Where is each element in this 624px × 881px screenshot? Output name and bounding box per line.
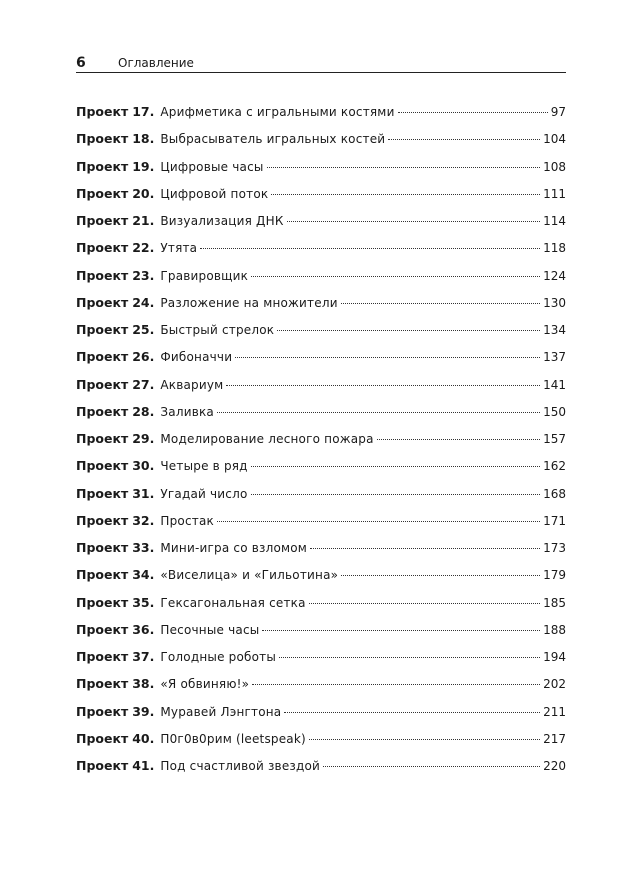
- toc-label: Проект: [76, 267, 129, 283]
- toc-label: Проект: [76, 185, 129, 201]
- toc-entry[interactable]: [76, 676, 566, 703]
- toc-label: Проект: [76, 594, 129, 610]
- toc-dot-leader: [217, 411, 540, 413]
- toc-number: 35.: [132, 594, 155, 610]
- toc-page: 168: [543, 486, 566, 501]
- toc-label: Проект: [76, 431, 129, 446]
- toc-number: 31.: [132, 485, 155, 501]
- toc-dot-leader: [252, 683, 540, 685]
- toc-entry[interactable]: [76, 704, 566, 731]
- toc-title: Цифровые часы: [160, 159, 264, 174]
- toc-page: 118: [543, 241, 566, 256]
- toc-label: Проект: [76, 485, 129, 501]
- toc-number: 38.: [132, 676, 155, 692]
- toc-dot-leader: [262, 629, 540, 631]
- running-title: Оглавление: [118, 56, 194, 70]
- toc-label: Проект: [76, 376, 129, 392]
- toc-entry[interactable]: [76, 404, 566, 431]
- toc-page: 202: [543, 677, 566, 692]
- toc-entry[interactable]: [76, 758, 566, 785]
- toc-page: 179: [543, 568, 566, 583]
- toc-dot-leader: [277, 329, 540, 331]
- toc-entry[interactable]: [76, 159, 566, 186]
- toc-title: Мини-игра со взломом: [160, 541, 308, 555]
- toc-dot-leader: [251, 275, 540, 277]
- toc-page: 130: [543, 295, 566, 310]
- toc-dot-leader: [271, 193, 540, 195]
- toc-page: 173: [543, 541, 566, 555]
- toc-page: 211: [543, 704, 566, 719]
- toc-number: 28.: [132, 403, 155, 419]
- toc-title: Фибоначчи: [160, 350, 233, 365]
- toc-dot-leader: [200, 247, 540, 249]
- toc-page: 108: [543, 159, 566, 174]
- toc-page: 162: [543, 459, 566, 474]
- toc-label: Проект: [76, 621, 129, 637]
- toc-dot-leader: [341, 302, 540, 304]
- toc-entry[interactable]: [76, 595, 566, 622]
- toc-entry[interactable]: [76, 486, 566, 513]
- toc-title: Гравировщик: [160, 268, 249, 283]
- toc-entry[interactable]: [76, 268, 566, 295]
- toc-entry[interactable]: [76, 349, 566, 376]
- toc-title: Гексагональная сетка: [160, 595, 306, 610]
- toc-number: 27.: [132, 376, 155, 392]
- toc-entry[interactable]: [76, 731, 566, 758]
- toc-title: Под счастливой звездой: [160, 759, 321, 773]
- toc-page: 137: [543, 350, 566, 365]
- toc-page: 124: [543, 268, 566, 283]
- toc-title: П0г0в0рим (leetspeak): [160, 731, 306, 746]
- toc-dot-leader: [284, 711, 540, 713]
- toc-number: 22.: [132, 240, 155, 256]
- toc-dot-leader: [377, 438, 540, 440]
- toc-label: Проект: [76, 158, 129, 174]
- toc-title: «Виселица» и «Гильотина»: [160, 568, 339, 583]
- toc-number: 40.: [132, 730, 155, 746]
- toc-label: Проект: [76, 567, 129, 583]
- toc-page: 111: [543, 186, 566, 201]
- toc-title: Цифровой поток: [160, 186, 269, 201]
- toc-label: Проект: [76, 703, 129, 719]
- toc-number: 32.: [132, 512, 155, 528]
- toc-number: 21.: [132, 213, 155, 228]
- toc-label: Проект: [76, 540, 129, 555]
- toc-title: Утята: [160, 241, 198, 256]
- toc-entry[interactable]: [76, 186, 566, 213]
- toc-page: 217: [543, 731, 566, 746]
- toc-dot-leader: [341, 574, 540, 576]
- toc-title: Аквариум: [160, 377, 224, 392]
- toc-page: 220: [543, 759, 566, 773]
- toc-dot-leader: [235, 356, 540, 358]
- toc-title: Быстрый стрелок: [160, 323, 275, 337]
- toc-entry[interactable]: [76, 322, 566, 349]
- toc-dot-leader: [251, 493, 541, 495]
- toc-title: Заливка: [160, 404, 214, 419]
- toc-title: Песочные часы: [160, 622, 260, 637]
- toc-label: Проект: [76, 676, 129, 692]
- toc-number: 19.: [132, 158, 155, 174]
- toc-entry[interactable]: [76, 104, 566, 131]
- toc-dot-leader: [267, 166, 541, 168]
- toc-page: 150: [543, 404, 566, 419]
- toc-entry[interactable]: [76, 295, 566, 322]
- toc-dot-leader: [226, 384, 540, 386]
- toc-page: 114: [543, 214, 566, 228]
- toc-label: Проект: [76, 131, 129, 147]
- toc-title: Разложение на множители: [160, 295, 338, 310]
- toc-title: Четыре в ряд: [160, 459, 248, 474]
- toc-page: 188: [543, 622, 566, 637]
- toc-number: 34.: [132, 567, 155, 583]
- toc-entry[interactable]: [76, 240, 566, 267]
- toc-title: Выбрасыватель игральных костей: [160, 132, 386, 147]
- toc-dot-leader: [251, 465, 540, 467]
- toc-number: 29.: [132, 431, 155, 446]
- toc-number: 37.: [132, 649, 155, 664]
- toc-entry[interactable]: [76, 567, 566, 594]
- toc-label: Проект: [76, 403, 129, 419]
- toc-label: Проект: [76, 730, 129, 746]
- toc-title: Визуализация ДНК: [160, 214, 284, 228]
- toc-page: 157: [543, 432, 566, 446]
- toc-title: Голодные роботы: [160, 650, 277, 664]
- toc-number: 18.: [132, 131, 155, 147]
- toc-page: 171: [543, 513, 566, 528]
- toc-title: Моделирование лесного пожара: [160, 432, 374, 446]
- toc-number: 17.: [132, 104, 155, 119]
- toc-number: 41.: [132, 758, 155, 773]
- toc-number: 25.: [132, 322, 155, 337]
- toc-number: 20.: [132, 185, 155, 201]
- toc-number: 24.: [132, 294, 155, 310]
- toc-title: Арифметика с игральными костями: [160, 105, 395, 119]
- toc-entry[interactable]: [76, 540, 566, 567]
- toc-page: 134: [543, 323, 566, 337]
- toc-dot-leader: [279, 656, 540, 658]
- toc-dot-leader: [217, 520, 540, 522]
- toc-label: Проект: [76, 458, 129, 474]
- toc-number: 36.: [132, 621, 155, 637]
- toc-page: 97: [550, 105, 566, 119]
- toc-title: «Я обвиняю!»: [160, 677, 250, 692]
- toc-label: Проект: [76, 213, 129, 228]
- toc-entry[interactable]: [76, 649, 566, 676]
- toc-entry[interactable]: [76, 377, 566, 404]
- toc-page: 104: [543, 132, 566, 147]
- toc-dot-leader: [309, 602, 540, 604]
- toc-title: Простак: [160, 513, 214, 528]
- toc-label: Проект: [76, 649, 129, 664]
- toc-dot-leader: [398, 111, 548, 113]
- toc-dot-leader: [310, 547, 540, 549]
- toc-dot-leader: [323, 765, 540, 767]
- toc-dot-leader: [309, 738, 540, 740]
- toc-entry[interactable]: [76, 213, 566, 240]
- toc-label: Проект: [76, 104, 129, 119]
- toc-title: Угадай число: [160, 486, 248, 501]
- toc-label: Проект: [76, 349, 129, 365]
- toc-title: Муравей Лэнгтона: [160, 704, 282, 719]
- toc-label: Проект: [76, 322, 129, 337]
- toc-entry[interactable]: [76, 458, 566, 485]
- toc-label: Проект: [76, 758, 129, 773]
- toc-number: 30.: [132, 458, 155, 474]
- page-number: 6: [76, 55, 86, 71]
- toc-label: Проект: [76, 512, 129, 528]
- toc-number: 23.: [132, 267, 155, 283]
- toc-entry[interactable]: [76, 431, 566, 458]
- toc-entry[interactable]: [76, 622, 566, 649]
- toc-number: 26.: [132, 349, 155, 365]
- toc-page: 185: [543, 595, 566, 610]
- toc-page: 141: [543, 377, 566, 392]
- page-header: [76, 52, 566, 73]
- toc-entry[interactable]: [76, 131, 566, 158]
- toc-label: Проект: [76, 294, 129, 310]
- table-of-contents: [76, 104, 566, 785]
- toc-page: 194: [543, 650, 566, 664]
- toc-dot-leader: [388, 138, 540, 140]
- toc-number: 39.: [132, 703, 155, 719]
- toc-label: Проект: [76, 240, 129, 256]
- toc-dot-leader: [287, 220, 541, 222]
- toc-number: 33.: [132, 540, 155, 555]
- toc-entry[interactable]: [76, 513, 566, 540]
